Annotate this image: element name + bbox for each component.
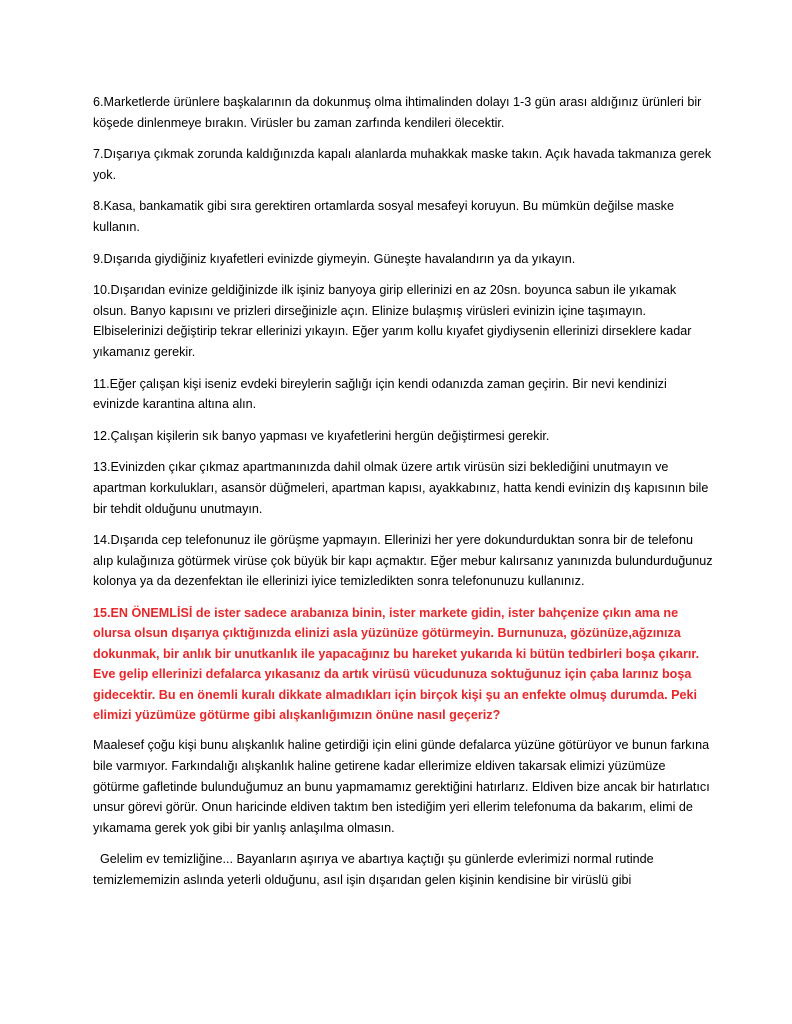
- document-page: [93, 92, 713, 901]
- paragraph-11: 11.Eğer çalışan kişi iseniz evdeki bireylerin sağlığı için kendi odanızda zaman geçirin. Bir nevi kendinizi evinizde karantina altına alın.: [93, 376, 667, 412]
- paragraph-habit: Maalesef çoğu kişi bunu alışkanlık haline getirdiği için elini günde defalarca yüzüne götürüyor ve bunun farkına bile varmıyor. Farkındalığı alışkanlık haline getirene kadar ellerimize eldiven takarsak elimizi yüzümüze götürme gafletinde bulunduğumuz an bunu yapmamamız gerektiğini hatırlarız. Eldiven bize ancak bir hatırlatıcı unsur görevi görür. Onun haricinde eldiven taktım ben istediğim yeri ellerim telefonuma da bakarım, elimi de yıkamama gerek yok gibi bir yanlış anlaşılma olmasın.: [93, 738, 710, 835]
- paragraph-6: 6.Marketlerde ürünlere başkalarının da dokunmuş olma ihtimalinden dolayı 1-3 gün arası aldığınız ürünleri bir köşede dinlenmeye bırakın. Virüsler bu zaman zarfında kendileri ölecektir.: [93, 95, 702, 130]
- paragraph-9: 9.Dışarıda giydiğiniz kıyafetleri evinizde giymeyin. Güneşte havalandırın ya da yıkayın.: [93, 251, 576, 266]
- paragraph-14: 14.Dışarıda cep telefonunuz ile görüşme yapmayın. Ellerinizi her yere dokundurduktan sonra bir de telefonu alıp kulağınıza götürmek virüse çok büyük bir kapı açmaktır. Eğer mebur kalırsanız yanınızda bulundurduğunuz kolonya ya da dezenfektan ile ellerinizi iyice temizledikten sonra telefonunuzu kullanınız.: [93, 533, 713, 589]
- paragraph-12: 12.Çalışan kişilerin sık banyo yapması ve kıyafetlerini hergün değiştirmesi gerekir.: [93, 428, 550, 443]
- paragraph-10: 10.Dışarıdan evinize geldiğinizde ilk işiniz banyoya girip ellerinizi en az 20sn. boyunca sabun ile yıkamak olsun. Banyo kapısını ve prizleri dirseğinizle açın. Elinize bulaşmış virüsleri evinizin içine taşımayın. Elbiselerinizi değiştirip tekrar ellerinizi yıkayın. Eğer yarım kollu kıyafet giydiysenin ellerinizi dirseklere kadar yıkamanız gerekir.: [93, 283, 692, 359]
- paragraph-13: 13.Evinizden çıkar çıkmaz apartmanınızda dahil olmak üzere artık virüsün sizi beklediğini unutmayın ve apartman korkulukları, asansör düğmeleri, apartman kapısı, ayakkabınız, hatta kendi evinizin dış kapısının bile bir tehdit olduğunu unutmayın.: [93, 460, 709, 516]
- paragraph-cleaning: Gelelim ev temizliğine... Bayanların aşırıya ve abartıya kaçtığı şu günlerde evlerimizi normal rutinde temizlememizin aslında yeterli olduğunu, asıl işin dışarıdan gelen kişinin kendisine bir virüslü gibi: [93, 852, 654, 887]
- paragraph-15-emphasis: 15.EN ÖNEMLİSİ de ister sadece arabanıza binin, ister markete gidin, ister bahçenize çıkın ama ne olursa olsun dışarıya çıktığınızda elinizi asla yüzünüze götürmeyin. Burnunuza, gözünüze,ağzınıza dokunmak, bir anlık bir unutkanlık ile yapacağınız bu hareket yukarıda ki bütün tedbirleri boşa çıkarır. Eve gelip ellerinizi defalarca yıkasanız da artık virüsü vücudunuza soktuğunuz için çaba larınız boşa gidecektir. Bu en önemli kuralı dikkate almadıkları için birçok kişi şu an enfekte olmuş durumda. Peki elimizi yüzümüze götürme gibi alışkanlığımızın önüne nasıl geçeriz?: [93, 605, 700, 722]
- paragraph-7: 7.Dışarıya çıkmak zorunda kaldığınızda kapalı alanlarda muhakkak maske takın. Açık havada takmanıza gerek yok.: [93, 147, 712, 182]
- paragraph-8: 8.Kasa, bankamatik gibi sıra gerektiren ortamlarda sosyal mesafeyi koruyun. Bu mümkün değilse maske kullanın.: [93, 199, 674, 234]
